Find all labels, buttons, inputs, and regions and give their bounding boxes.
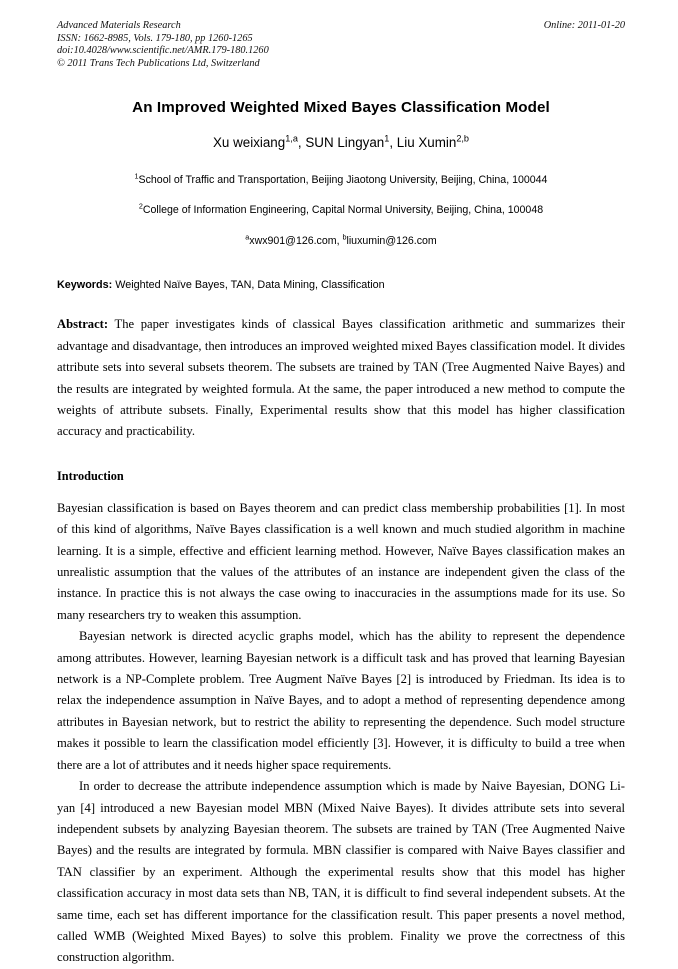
issn-line: ISSN: 1662-8985, Vols. 179-180, pp 1260-1265 <box>57 32 253 44</box>
affiliation-text-1: School of Traffic and Transportation, Beijing Jiaotong University, Beijing, China, 100044 <box>138 174 548 187</box>
author-sup-1: 1,a <box>285 133 298 144</box>
author-list <box>57 134 625 151</box>
page-content <box>57 20 625 969</box>
affiliation-sup-2: 2 <box>138 201 143 211</box>
affiliation-1 <box>57 173 625 187</box>
author-name-1: Xu weixiang <box>213 135 286 151</box>
email-sup-2: b <box>342 232 347 242</box>
keywords-section <box>57 278 625 292</box>
email-2: liuxumin@126.com <box>346 235 437 248</box>
author-name-3: Liu Xumin <box>396 135 457 151</box>
journal-name: Advanced Materials Research <box>57 20 181 31</box>
affiliation-text-2: College of Information Engineering, Capital Normal University, Beijing, China, 100048 <box>142 204 544 217</box>
affiliation-2 <box>57 203 625 217</box>
doi-line: doi:10.4028/www.scientific.net/AMR.179-180.1260 <box>57 45 269 57</box>
keywords-label: Keywords: <box>57 279 113 292</box>
introduction-paragraph-3: In order to decrease the attribute independence assumption which is made by Naive Bayesian, DONG Li-yan [4] introduced a new Bayesian model MBN (Mixed Naive Bayes). It divides attribute sets into several independent subsets by analyzing Bayesian theorem. The subsets are trained by TAN (Tree Augmented Naive Bayes) and the results are integrated by formula. MBN classifier is compared with Naive Bayes classifier and TAN classifier by an experiment. Although the experimental results show that this model has higher classification accuracy in most data sets than NB, TAN, it is difficult to find several independent subsets. At the same time, each set has different importance for the classification result. This paper presents a novel method, called WMB (Weighted Mixed Bayes) to solve this problem. Finality we prove the correctness of this construction algorithm. <box>57 779 625 965</box>
email-separator: , <box>336 235 343 248</box>
page-title: An Improved Weighted Mixed Bayes Classification Model <box>132 99 550 117</box>
introduction-paragraph-2: Bayesian network is directed acyclic graphs model, which has the ability to represent the dependence among attributes. However, learning Bayesian network is a difficult task and has proved that learning Bayesian network is a NP-Complete problem. Tree Augment Naïve Bayes [2] is introduced by Friedman. Its idea is to relax the independence assumption in Naïve Bayes, and to adopt a method of representing dependence among attributes in Bayesian network, but to restrict the ability to representing the dependence. Such model structure makes it possible to learn the classification model efficiently [3]. However, it is difficulty to build a tree when there are a lot of attributes and it needs higher space requirements. <box>57 629 625 772</box>
email-1: xwx901@126.com <box>249 235 337 248</box>
keywords-value: Weighted Naïve Bayes, TAN, Data Mining, Classification <box>112 279 385 292</box>
affiliation-sup-1: 1 <box>134 171 139 181</box>
copyright-line: © 2011 Trans Tech Publications Ltd, Switzerland <box>57 57 260 69</box>
online-date: Online: 2011-01-20 <box>543 20 625 31</box>
email-sup-1: a <box>245 232 250 242</box>
abstract-section <box>57 314 625 442</box>
author-separator-1: , <box>297 135 306 151</box>
abstract-text: The paper investigates kinds of classical Bayes classification arithmetic and summarizes their advantage and disadvantage, then introduces an improved weighted mixed Bayes classification model. It divides attribute sets into several subsets theorem. The subsets are trained by TAN (Tree Augmented Naive Bayes) and the results are integrated by weighted formula. At the same, the paper introduced a new method to compute the weights of attribute subsets. Finally, Experimental results show that this model has higher classification accuracy and practicability. <box>57 317 625 439</box>
author-name-2: SUN Lingyan <box>305 135 385 151</box>
journal-header <box>57 20 625 70</box>
section-heading-introduction: Introduction <box>57 468 124 483</box>
author-sup-3: 2,b <box>456 133 469 144</box>
abstract-label: Abstract: <box>57 317 109 332</box>
author-emails <box>57 234 625 248</box>
introduction-paragraph-1: Bayesian classification is based on Bayes theorem and can predict class membership probabilities [1]. In most of this kind of algorithms, Naïve Bayes classification is a well known and much studied algorithm in machine learning. It is a simple, effective and efficient learning method. However, Naïve Bayes classification makes an unrealistic assumption that the values of the attributes of an instance are independent given the class of the instance. In practice this is not always the case owing to inaccuracies in the assumptions made for its use. So many researchers try to weaken this assumption. <box>57 500 625 622</box>
author-separator-2: , <box>389 135 397 151</box>
author-sup-2: 1 <box>384 133 390 144</box>
